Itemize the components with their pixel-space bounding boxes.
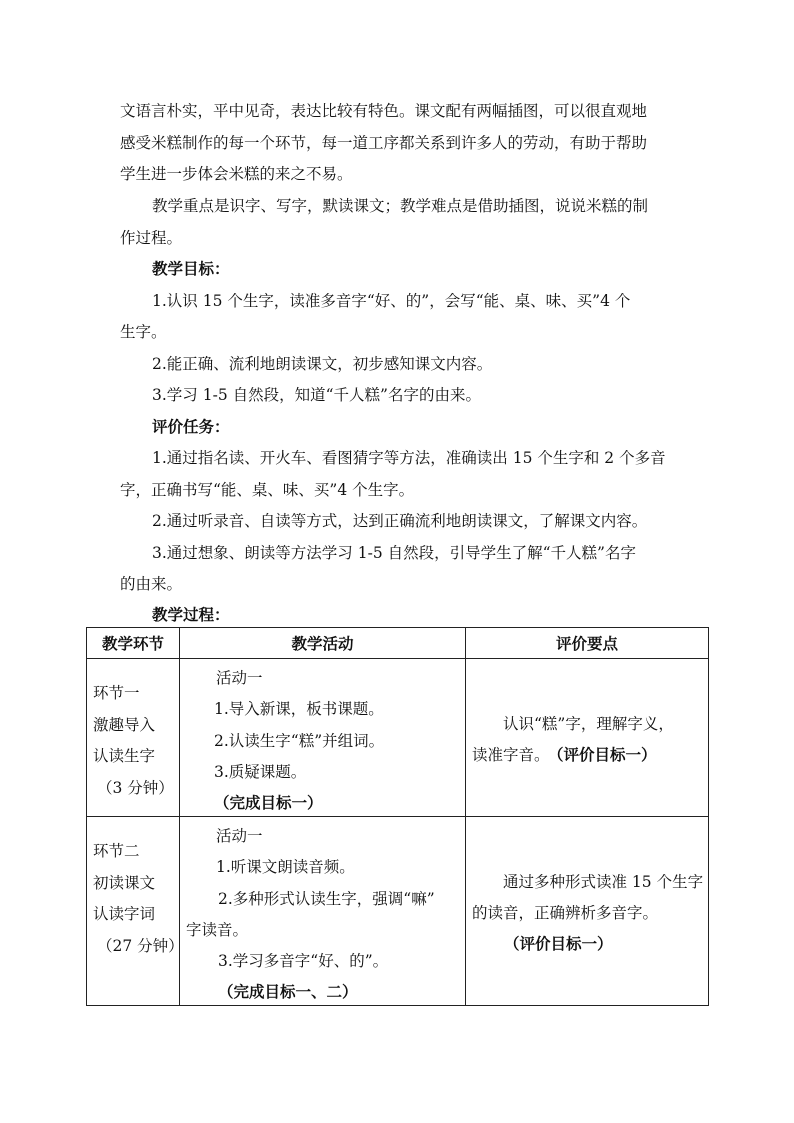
intro-line-3: 学生进一步体会米糕的来之不易。 bbox=[120, 165, 353, 183]
activity-label: 活动一 bbox=[216, 669, 263, 687]
lesson-process-table bbox=[86, 627, 709, 1006]
task-3-line-b: 的由来。 bbox=[120, 575, 183, 593]
evaluation-text-2: 读准字音。 bbox=[472, 746, 550, 764]
stage-title: 激趣导入 bbox=[93, 716, 156, 734]
stage-title: 初读课文 bbox=[93, 874, 156, 892]
stage-label: 环节二 bbox=[93, 842, 140, 860]
process-heading: 教学过程： bbox=[152, 605, 230, 624]
table-row bbox=[87, 817, 709, 1006]
evaluation-target: （评价目标一） bbox=[548, 745, 657, 764]
task-2: 2.通过听录音、自读等方式，达到正确流利地朗读课文，了解课文内容。 bbox=[152, 512, 648, 530]
goal-2: 2.能正确、流利地朗读课文，初步感知课文内容。 bbox=[152, 355, 493, 373]
stage-duration: （3 分钟） bbox=[97, 779, 174, 797]
header-evaluation: 评价要点 bbox=[466, 628, 709, 659]
evaluation-text-1: 认识“糕”字，理解字义， bbox=[503, 715, 674, 733]
activity-target: （完成目标一） bbox=[214, 793, 323, 812]
evaluation-text-2: 的读音，正确辨析多音字。 bbox=[472, 904, 659, 922]
stage-label: 环节一 bbox=[93, 684, 140, 702]
activity-step-1: 1.导入新课，板书课题。 bbox=[214, 700, 384, 718]
focus-line-2: 作过程。 bbox=[120, 229, 183, 247]
intro-line-1: 文语言朴实，平中见奇，表达比较有特色。课文配有两幅插图，可以很直观地 bbox=[120, 102, 648, 120]
goal-1-line-b: 生字。 bbox=[120, 323, 167, 341]
activity-cell bbox=[180, 817, 466, 1006]
activity-step-2-cont: 字读音。 bbox=[186, 921, 249, 939]
activity-step-1: 1.听课文朗读音频。 bbox=[216, 858, 355, 876]
intro-line-2: 感受米糕制作的每一个环节，每一道工序都关系到许多人的劳动，有助于帮助 bbox=[120, 134, 648, 152]
evaluation-cell bbox=[466, 817, 709, 1006]
stage-subtitle: 认读字词 bbox=[93, 905, 156, 923]
task-3-line-a: 3.通过想象、朗读等方法学习 1-5 自然段，引导学生了解“千人糕”名字 bbox=[152, 544, 636, 562]
focus-line-1: 教学重点是识字、写字，默读课文；教学难点是借助插图，说说米糕的制 bbox=[152, 197, 649, 215]
table-row bbox=[87, 659, 709, 817]
evaluation-cell bbox=[466, 659, 709, 817]
stage-cell bbox=[87, 817, 184, 1006]
goal-3: 3.学习 1-5 自然段，知道“千人糕”名字的由来。 bbox=[152, 386, 481, 404]
stage-cell bbox=[87, 659, 180, 817]
goal-1-line-a: 1.认识 15 个生字，读准多音字“好、的”，会写“能、桌、味、买”4 个 bbox=[152, 292, 631, 310]
activity-cell bbox=[180, 659, 466, 817]
activity-target: （完成目标一、二） bbox=[218, 982, 358, 1001]
table-header-row bbox=[87, 628, 709, 659]
activity-step-3: 3.质疑课题。 bbox=[214, 763, 307, 781]
activity-step-3: 3.学习多音字“好、的”。 bbox=[218, 952, 389, 970]
activity-label: 活动一 bbox=[216, 827, 263, 845]
tasks-heading: 评价任务： bbox=[152, 417, 230, 436]
activity-step-2: 2.认读生字“糕”并组词。 bbox=[214, 732, 385, 750]
stage-duration: （27 分钟） bbox=[97, 937, 184, 955]
evaluation-text-1: 通过多种形式读准 15 个生字 bbox=[503, 873, 704, 891]
task-1-line-b: 字，正确书写“能、桌、味、买”4 个生字。 bbox=[120, 481, 415, 499]
activity-step-2: 2.多种形式认读生字，强调“嘛” bbox=[218, 890, 435, 908]
goals-heading: 教学目标： bbox=[152, 259, 230, 278]
evaluation-target: （评价目标一） bbox=[504, 934, 613, 953]
header-stage: 教学环节 bbox=[87, 628, 180, 659]
task-1-line-a: 1.通过指名读、开火车、看图猜字等方法，准确读出 15 个生字和 2 个多音 bbox=[152, 449, 666, 467]
header-activity: 教学活动 bbox=[180, 628, 466, 659]
stage-subtitle: 认读生字 bbox=[93, 747, 156, 765]
